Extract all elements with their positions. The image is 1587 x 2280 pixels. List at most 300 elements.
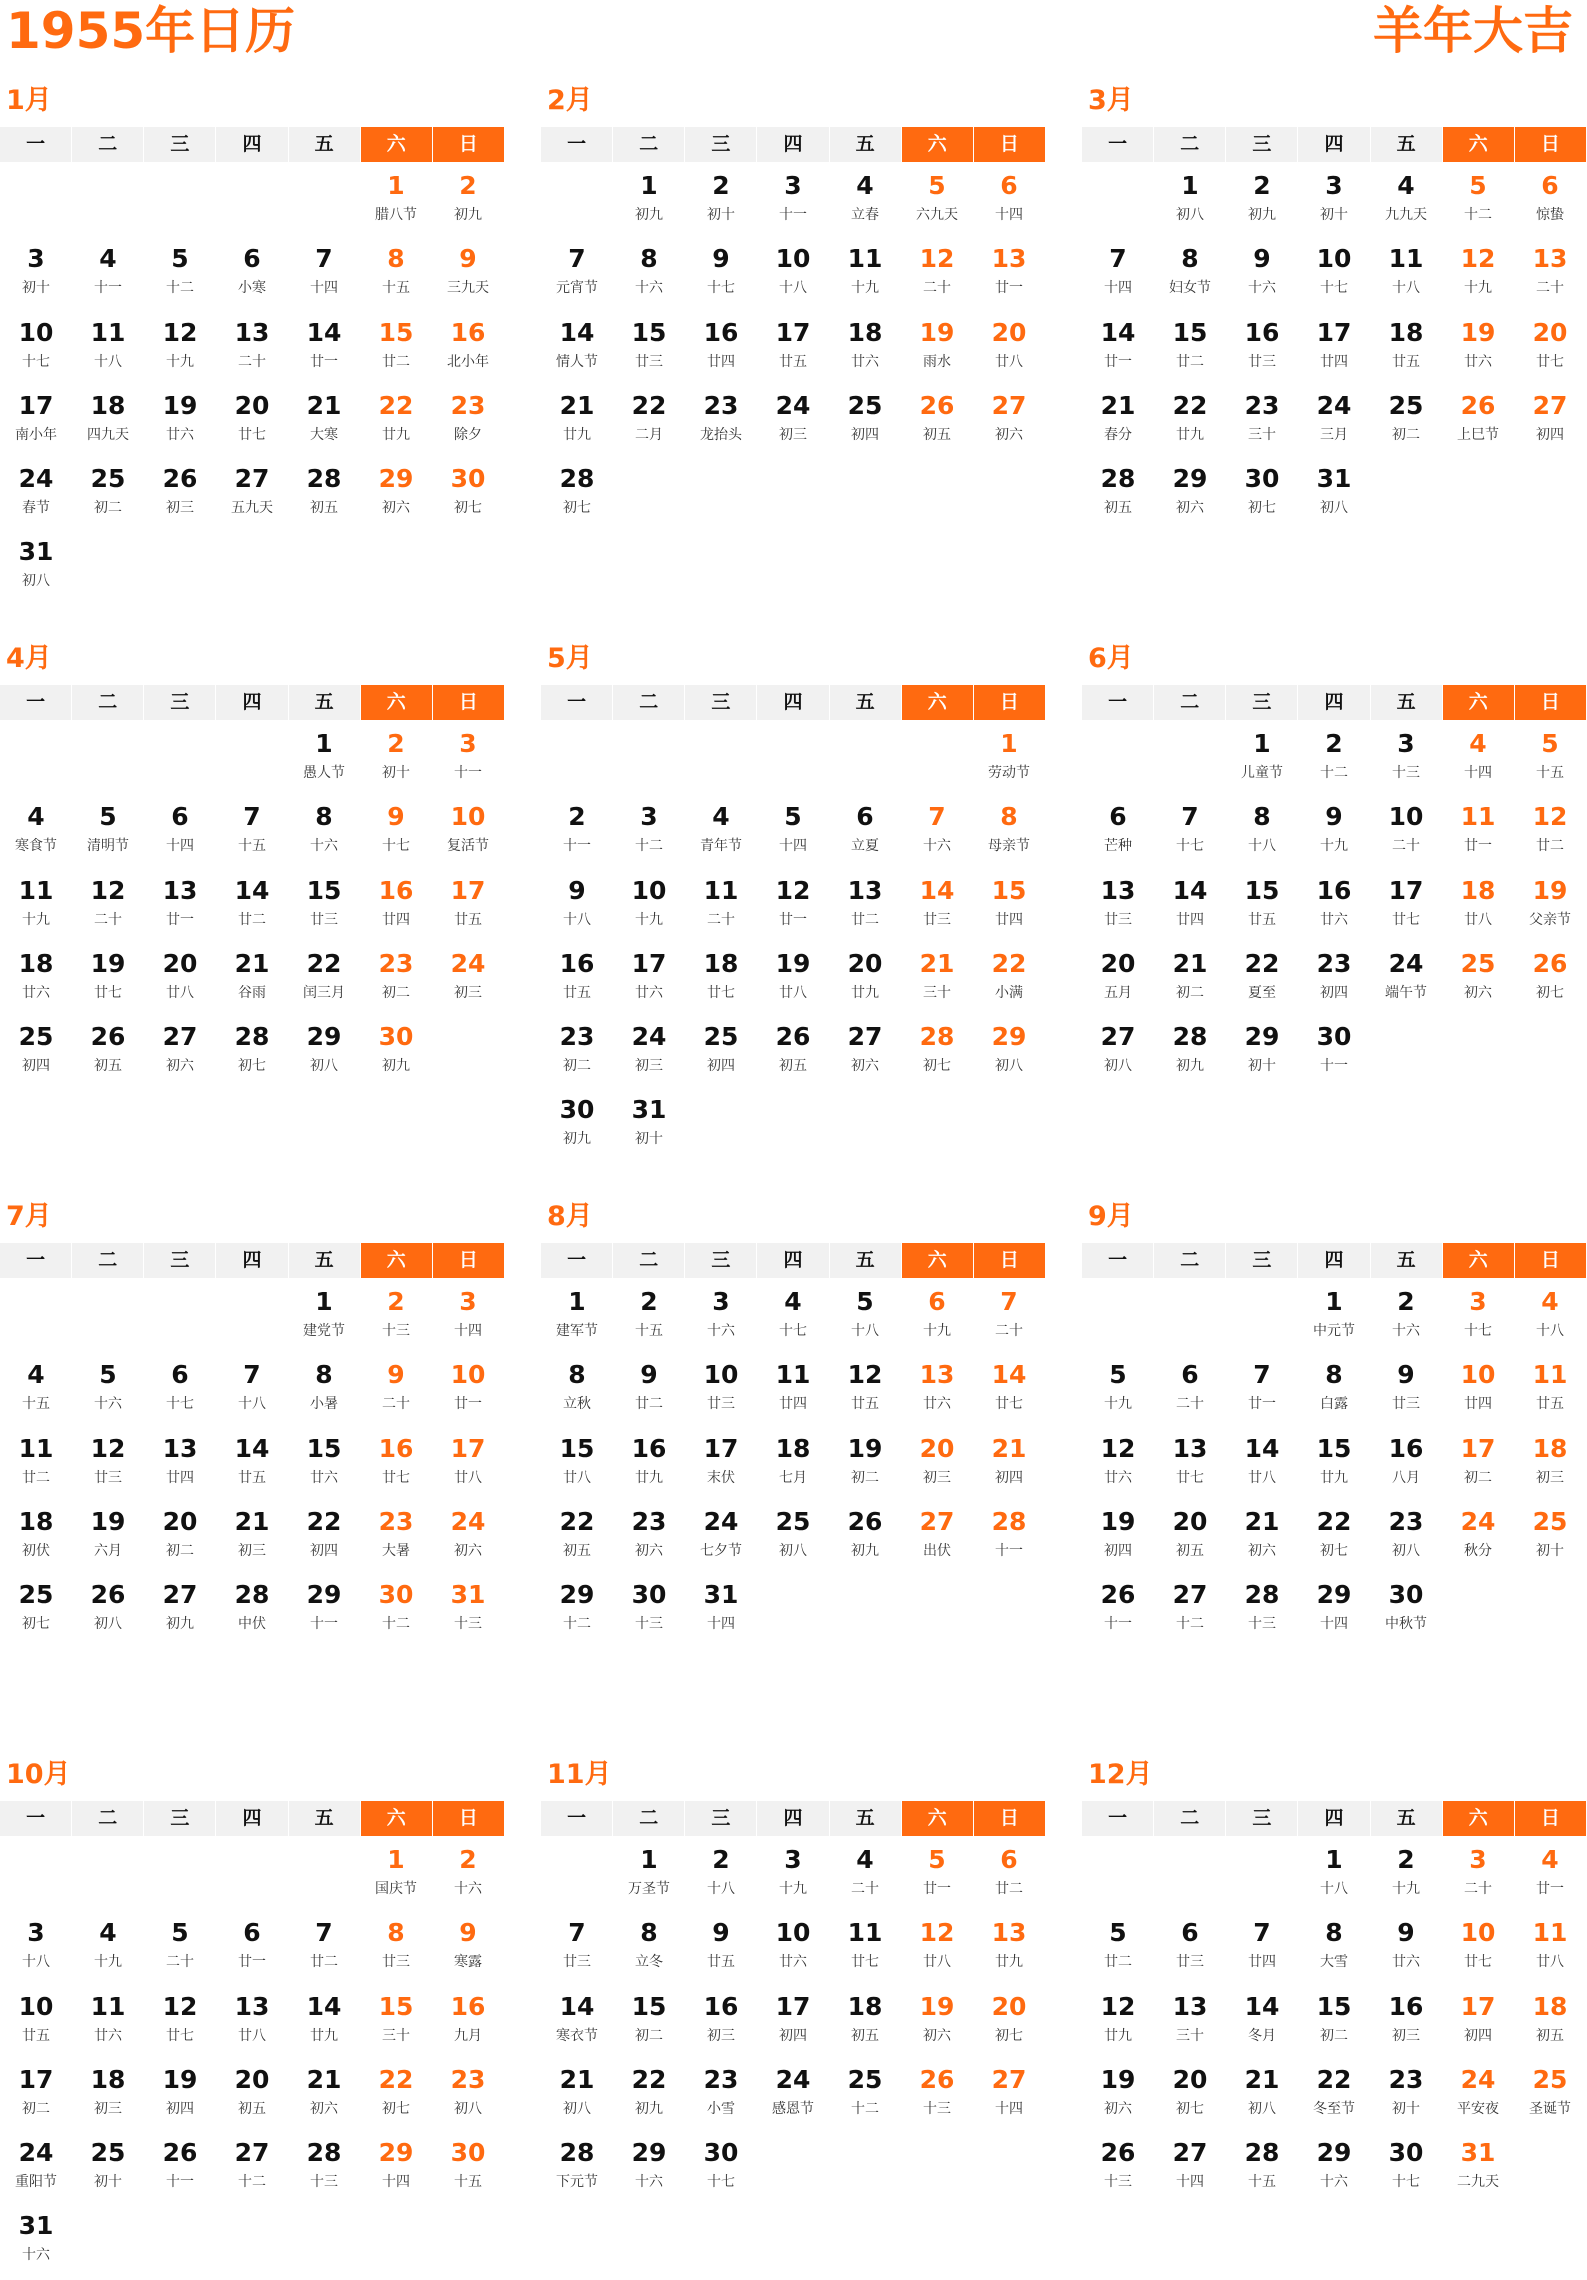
day-number: 2 xyxy=(640,1287,658,1316)
day-number: 16 xyxy=(378,1433,414,1463)
lunar-date: 初三 xyxy=(1392,2027,1420,2044)
lunar-date: 廿四 xyxy=(1248,1954,1276,1971)
lunar-date: 二十 xyxy=(707,911,735,928)
day-cell xyxy=(973,724,1045,797)
day-cell xyxy=(1082,313,1154,386)
day-cell xyxy=(829,1017,901,1090)
lunar-date: 二月 xyxy=(635,426,663,443)
lunar-date: 廿五 xyxy=(238,1469,266,1486)
day-number: 16 xyxy=(378,875,414,905)
lunar-date: 十五 xyxy=(22,1396,50,1413)
day-number: 6 xyxy=(171,802,189,832)
lunar-date: 南小年 xyxy=(15,426,57,443)
day-cell xyxy=(685,239,757,312)
day-number: 21 xyxy=(559,2064,595,2094)
month-name: 11月 xyxy=(547,1759,612,1790)
lunar-date: 末伏 xyxy=(707,1469,735,1486)
day-cell xyxy=(757,797,829,870)
day-cell xyxy=(973,1017,1045,1090)
empty-cell xyxy=(216,1840,288,1913)
day-cell xyxy=(1442,166,1514,239)
day-grid xyxy=(1082,1840,1586,2206)
lunar-date: 廿二 xyxy=(22,1469,50,1486)
lunar-date: 下元节 xyxy=(556,2174,598,2191)
day-cell xyxy=(1082,1502,1154,1575)
day-number: 2 xyxy=(459,1845,477,1874)
weekday-label: 四 xyxy=(757,685,828,720)
day-number: 4 xyxy=(856,171,874,200)
day-number: 28 xyxy=(1244,2138,1280,2168)
day-cell xyxy=(432,1502,504,1575)
day-number: 25 xyxy=(1460,948,1496,978)
weekday-label: 四 xyxy=(1298,685,1369,720)
day-cell xyxy=(1082,1429,1154,1502)
lunar-date: 寒食节 xyxy=(15,838,57,855)
day-number: 27 xyxy=(162,1580,198,1610)
day-cell xyxy=(360,1282,432,1355)
day-number: 14 xyxy=(306,1991,342,2021)
day-number: 23 xyxy=(1244,390,1280,420)
day-number: 18 xyxy=(18,948,54,978)
day-cell xyxy=(360,386,432,459)
day-cell xyxy=(541,1282,613,1355)
day-cell xyxy=(144,1017,216,1090)
day-cell xyxy=(685,944,757,1017)
day-number: 18 xyxy=(18,1506,54,1536)
day-cell xyxy=(1226,166,1298,239)
day-number: 28 xyxy=(1172,1022,1208,1052)
day-number: 22 xyxy=(991,948,1027,978)
day-cell xyxy=(72,871,144,944)
month-block xyxy=(541,1749,1045,2206)
weekday-label: 日 xyxy=(433,127,504,162)
day-cell xyxy=(1514,724,1586,797)
lunar-date: 春分 xyxy=(1104,426,1132,443)
day-number: 17 xyxy=(18,2064,54,2094)
lunar-date: 十七 xyxy=(1320,280,1348,297)
day-cell xyxy=(1298,459,1370,532)
weekday-label: 日 xyxy=(974,1243,1045,1278)
day-cell xyxy=(1082,1017,1154,1090)
lunar-date: 十九 xyxy=(923,1323,951,1339)
empty-cell xyxy=(72,1840,144,1913)
day-cell xyxy=(1514,313,1586,386)
weekday-label: 五 xyxy=(289,127,360,162)
lunar-date: 十二 xyxy=(1320,765,1348,781)
day-number: 2 xyxy=(387,1287,405,1316)
lunar-date: 十八 xyxy=(238,1396,266,1413)
day-cell xyxy=(72,386,144,459)
lunar-date: 建党节 xyxy=(303,1323,345,1339)
day-number: 3 xyxy=(784,171,802,200)
day-number: 12 xyxy=(162,1991,198,2021)
day-number: 29 xyxy=(1244,1022,1280,1052)
day-cell xyxy=(72,1913,144,1986)
weekday-label: 一 xyxy=(0,127,71,162)
day-cell xyxy=(901,1282,973,1355)
day-cell xyxy=(685,1282,757,1355)
lunar-date: 廿七 xyxy=(851,1954,879,1971)
lunar-date: 初九 xyxy=(635,207,663,223)
year-greeting: 羊年大吉 xyxy=(1373,2,1573,60)
day-cell xyxy=(1082,944,1154,1017)
day-number: 19 xyxy=(1532,875,1568,905)
weekday-label: 六 xyxy=(1443,1243,1514,1278)
lunar-date: 廿二 xyxy=(382,353,410,370)
day-grid xyxy=(0,724,504,1090)
day-number: 4 xyxy=(1397,171,1415,200)
day-cell xyxy=(1154,797,1226,870)
month-name: 10月 xyxy=(6,1759,71,1790)
lunar-date: 十七 xyxy=(707,280,735,297)
day-number: 10 xyxy=(1388,802,1424,832)
lunar-date: 十四 xyxy=(454,1323,482,1339)
lunar-date: 初九 xyxy=(382,1058,410,1075)
lunar-date: 廿二 xyxy=(310,1954,338,1971)
lunar-date: 十四 xyxy=(1464,765,1492,781)
lunar-date: 十七 xyxy=(382,838,410,855)
lunar-date: 十六 xyxy=(635,2174,663,2191)
day-cell xyxy=(901,1502,973,1575)
day-number: 29 xyxy=(991,1022,1027,1052)
lunar-date: 三九天 xyxy=(447,280,489,297)
day-number: 23 xyxy=(1316,948,1352,978)
day-number: 29 xyxy=(378,464,414,494)
lunar-date: 十五 xyxy=(238,838,266,855)
day-number: 7 xyxy=(928,802,946,832)
lunar-date: 初九 xyxy=(563,1131,591,1148)
day-cell xyxy=(1082,1913,1154,1986)
day-number: 19 xyxy=(162,390,198,420)
lunar-date: 十九 xyxy=(94,1954,122,1971)
day-cell xyxy=(829,386,901,459)
lunar-date: 北小年 xyxy=(447,353,489,370)
day-number: 11 xyxy=(18,875,54,905)
day-cell xyxy=(829,1282,901,1355)
day-cell xyxy=(360,1355,432,1428)
day-cell xyxy=(1298,2133,1370,2206)
lunar-date: 廿九 xyxy=(310,2027,338,2044)
lunar-date: 廿九 xyxy=(382,426,410,443)
lunar-date: 廿六 xyxy=(923,1396,951,1413)
lunar-date: 初五 xyxy=(563,1542,591,1559)
day-number: 25 xyxy=(1532,2064,1568,2094)
lunar-date: 初五 xyxy=(310,500,338,517)
lunar-date: 十五 xyxy=(454,2174,482,2191)
day-cell xyxy=(288,1282,360,1355)
day-cell xyxy=(1226,386,1298,459)
weekday-label: 二 xyxy=(1154,127,1225,162)
day-cell xyxy=(288,1913,360,1986)
day-number: 24 xyxy=(450,1506,486,1536)
day-number: 18 xyxy=(775,1433,811,1463)
weekday-label: 五 xyxy=(289,1243,360,1278)
day-number: 12 xyxy=(1532,802,1568,832)
day-number: 6 xyxy=(1181,1360,1199,1390)
empty-cell xyxy=(144,166,216,239)
day-cell xyxy=(541,871,613,944)
day-cell xyxy=(1154,313,1226,386)
weekday-label: 三 xyxy=(144,685,215,720)
day-cell xyxy=(432,1840,504,1913)
day-cell xyxy=(901,313,973,386)
lunar-date: 廿四 xyxy=(995,911,1023,928)
lunar-date: 芒种 xyxy=(1104,838,1132,855)
day-cell xyxy=(216,1017,288,1090)
lunar-date: 中伏 xyxy=(238,1616,266,1633)
day-cell xyxy=(1154,871,1226,944)
lunar-date: 十八 xyxy=(707,1881,735,1897)
day-number: 2 xyxy=(568,802,586,832)
weekday-header xyxy=(541,127,1045,162)
empty-cell xyxy=(72,166,144,239)
lunar-date: 廿八 xyxy=(238,2027,266,2044)
day-number: 3 xyxy=(1325,171,1343,200)
lunar-date: 初九 xyxy=(166,1616,194,1633)
day-cell xyxy=(288,1987,360,2060)
day-cell xyxy=(144,313,216,386)
lunar-date: 廿五 xyxy=(1248,911,1276,928)
lunar-date: 初九 xyxy=(1176,1058,1204,1075)
day-cell xyxy=(757,1282,829,1355)
weekday-label: 五 xyxy=(1371,1243,1442,1278)
lunar-date: 初九 xyxy=(1248,207,1276,223)
day-number: 18 xyxy=(1460,875,1496,905)
day-grid xyxy=(1082,166,1586,532)
day-cell xyxy=(1514,1913,1586,1986)
day-number: 9 xyxy=(459,1918,477,1948)
lunar-date: 初四 xyxy=(1320,984,1348,1001)
day-cell xyxy=(72,459,144,532)
day-cell xyxy=(360,313,432,386)
lunar-date: 初三 xyxy=(1536,1469,1564,1486)
day-number: 5 xyxy=(1109,1918,1127,1948)
day-number: 30 xyxy=(1388,2138,1424,2168)
day-cell xyxy=(1298,1987,1370,2060)
day-number: 20 xyxy=(162,1506,198,1536)
lunar-date: 小寒 xyxy=(238,280,266,297)
day-number: 6 xyxy=(243,244,261,274)
empty-cell xyxy=(1154,1282,1226,1355)
lunar-date: 清明节 xyxy=(87,838,129,855)
day-number: 20 xyxy=(847,948,883,978)
lunar-date: 十五 xyxy=(382,280,410,297)
day-number: 13 xyxy=(991,1918,1027,1948)
lunar-date: 十四 xyxy=(779,838,807,855)
day-number: 29 xyxy=(559,1580,595,1610)
day-number: 1 xyxy=(640,171,658,200)
day-cell xyxy=(901,1840,973,1913)
day-cell xyxy=(901,1913,973,1986)
day-cell xyxy=(360,239,432,312)
lunar-date: 廿三 xyxy=(923,911,951,928)
empty-cell xyxy=(1082,1282,1154,1355)
day-cell xyxy=(1442,239,1514,312)
day-number: 26 xyxy=(847,1506,883,1536)
weekday-label: 五 xyxy=(1371,127,1442,162)
day-cell xyxy=(0,386,72,459)
lunar-date: 廿四 xyxy=(1464,1396,1492,1413)
lunar-date: 十三 xyxy=(923,2100,951,2117)
weekday-label: 三 xyxy=(1226,1801,1297,1836)
day-cell xyxy=(1370,1355,1442,1428)
lunar-date: 廿四 xyxy=(166,1469,194,1486)
lunar-date: 十三 xyxy=(635,1616,663,1633)
weekday-label: 三 xyxy=(685,1243,756,1278)
day-cell xyxy=(144,944,216,1017)
day-number: 27 xyxy=(919,1506,955,1536)
month-block xyxy=(0,1749,504,2280)
day-number: 8 xyxy=(1325,1360,1343,1390)
lunar-date: 二十 xyxy=(238,353,266,370)
day-cell xyxy=(144,1913,216,1986)
lunar-date: 十七 xyxy=(1392,2174,1420,2191)
month-block xyxy=(541,75,1045,532)
day-number: 12 xyxy=(1460,244,1496,274)
day-cell xyxy=(216,797,288,870)
lunar-date: 初五 xyxy=(1176,1542,1204,1559)
day-cell xyxy=(216,2133,288,2206)
lunar-date: 万圣节 xyxy=(628,1881,670,1897)
weekday-label: 六 xyxy=(902,1801,973,1836)
day-cell xyxy=(216,944,288,1017)
day-cell xyxy=(144,459,216,532)
lunar-date: 廿七 xyxy=(1536,353,1564,370)
day-number: 22 xyxy=(559,1506,595,1536)
weekday-label: 一 xyxy=(1082,685,1153,720)
day-number: 7 xyxy=(1109,244,1127,274)
month-name: 6月 xyxy=(1088,643,1134,674)
day-number: 29 xyxy=(306,1022,342,1052)
lunar-date: 廿四 xyxy=(382,911,410,928)
lunar-date: 廿六 xyxy=(779,1954,807,1971)
day-number: 3 xyxy=(1469,1287,1487,1316)
weekday-label: 三 xyxy=(685,1801,756,1836)
day-cell xyxy=(685,1429,757,1502)
lunar-date: 初七 xyxy=(563,500,591,517)
day-number: 11 xyxy=(1532,1918,1568,1948)
lunar-date: 初二 xyxy=(94,500,122,517)
day-number: 21 xyxy=(1244,1506,1280,1536)
lunar-date: 初二 xyxy=(382,984,410,1001)
day-cell xyxy=(360,166,432,239)
lunar-date: 大雪 xyxy=(1320,1954,1348,1971)
day-cell xyxy=(685,2133,757,2206)
day-number: 17 xyxy=(1460,1433,1496,1463)
day-number: 1 xyxy=(640,1845,658,1874)
day-number: 5 xyxy=(856,1287,874,1316)
day-number: 24 xyxy=(18,464,54,494)
day-number: 4 xyxy=(99,244,117,274)
day-number: 19 xyxy=(775,948,811,978)
day-number: 4 xyxy=(784,1287,802,1316)
day-cell xyxy=(829,1355,901,1428)
lunar-date: 十一 xyxy=(310,1616,338,1633)
day-number: 5 xyxy=(171,1918,189,1948)
day-number: 30 xyxy=(703,2138,739,2168)
empty-cell xyxy=(541,1840,613,1913)
day-cell xyxy=(288,1575,360,1648)
day-number: 4 xyxy=(856,1845,874,1874)
lunar-date: 二十 xyxy=(1392,838,1420,855)
day-number: 9 xyxy=(712,244,730,274)
day-number: 31 xyxy=(18,2211,54,2241)
day-number: 23 xyxy=(378,948,414,978)
day-number: 2 xyxy=(1397,1845,1415,1874)
day-cell xyxy=(829,1429,901,1502)
lunar-date: 初五 xyxy=(779,1058,807,1075)
day-grid xyxy=(1082,724,1586,1090)
day-number: 4 xyxy=(99,1918,117,1948)
day-number: 29 xyxy=(1316,1580,1352,1610)
day-cell xyxy=(1082,239,1154,312)
day-number: 11 xyxy=(1532,1360,1568,1390)
lunar-date: 三十 xyxy=(1176,2027,1204,2044)
lunar-date: 廿一 xyxy=(1104,353,1132,370)
lunar-date: 初七 xyxy=(1320,1542,1348,1559)
day-cell xyxy=(288,2060,360,2133)
lunar-date: 廿二 xyxy=(1536,838,1564,855)
day-cell xyxy=(0,2133,72,2206)
lunar-date: 廿三 xyxy=(1176,1954,1204,1971)
weekday-header xyxy=(1082,127,1586,162)
day-cell xyxy=(757,239,829,312)
lunar-date: 初五 xyxy=(923,426,951,443)
lunar-date: 廿八 xyxy=(1464,911,1492,928)
lunar-date: 九九天 xyxy=(1385,207,1427,223)
day-cell xyxy=(901,239,973,312)
day-number: 25 xyxy=(18,1580,54,1610)
day-number: 4 xyxy=(712,802,730,832)
day-number: 25 xyxy=(1388,390,1424,420)
lunar-date: 十三 xyxy=(382,1323,410,1339)
weekday-label: 三 xyxy=(144,1801,215,1836)
day-number: 15 xyxy=(1172,317,1208,347)
day-number: 19 xyxy=(1460,317,1496,347)
day-number: 8 xyxy=(387,244,405,274)
lunar-date: 初十 xyxy=(635,1131,663,1148)
day-cell xyxy=(0,1429,72,1502)
lunar-date: 二十 xyxy=(382,1396,410,1413)
day-number: 30 xyxy=(378,1022,414,1052)
day-number: 11 xyxy=(1460,802,1496,832)
day-number: 12 xyxy=(919,1918,955,1948)
lunar-date: 十六 xyxy=(1392,1323,1420,1339)
empty-cell xyxy=(0,724,72,797)
day-cell xyxy=(829,239,901,312)
lunar-date: 廿六 xyxy=(166,426,194,443)
day-number: 23 xyxy=(703,390,739,420)
day-number: 22 xyxy=(378,390,414,420)
lunar-date: 十四 xyxy=(995,207,1023,223)
lunar-date: 廿三 xyxy=(1248,353,1276,370)
day-number: 20 xyxy=(234,390,270,420)
day-number: 4 xyxy=(27,1360,45,1390)
empty-cell xyxy=(757,724,829,797)
day-number: 22 xyxy=(631,390,667,420)
day-cell xyxy=(288,386,360,459)
day-cell xyxy=(1442,871,1514,944)
day-cell xyxy=(0,2060,72,2133)
weekday-label: 六 xyxy=(1443,685,1514,720)
day-cell xyxy=(1442,797,1514,870)
day-number: 18 xyxy=(90,390,126,420)
lunar-date: 元宵节 xyxy=(556,280,598,297)
day-cell xyxy=(1514,386,1586,459)
day-cell xyxy=(829,1913,901,1986)
lunar-date: 廿七 xyxy=(707,984,735,1001)
day-number: 2 xyxy=(459,171,477,200)
